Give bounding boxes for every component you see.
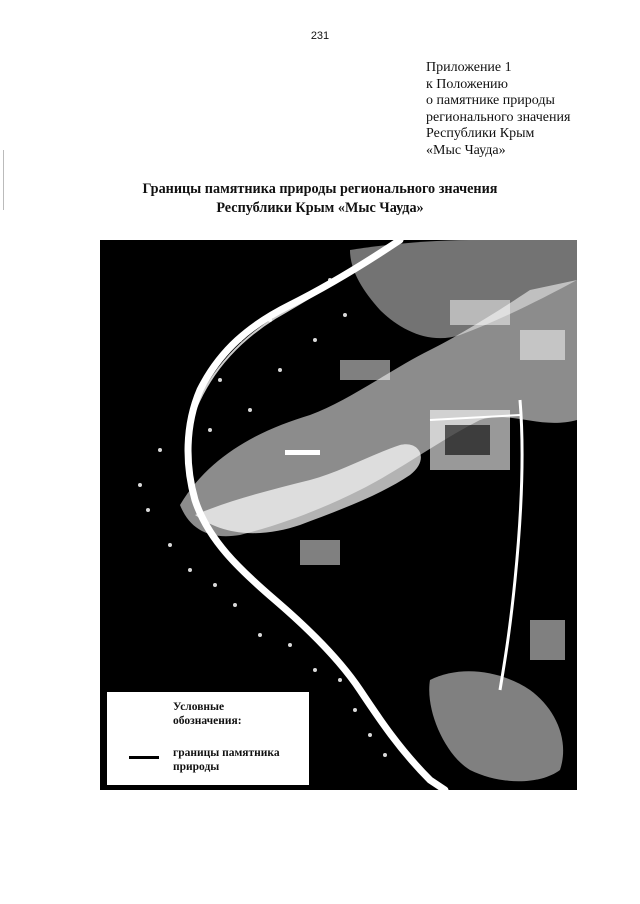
appendix-note [426,60,626,160]
speck [278,368,282,372]
speck [248,408,252,412]
speck [328,278,332,282]
appendix-line: к Положению [426,76,509,92]
legend-entry-line: природы [173,761,220,773]
page-number: 231 [310,30,330,42]
speck [338,678,342,682]
speck [268,318,272,322]
speck [218,378,222,382]
field [300,540,340,565]
speck [208,428,212,432]
speck [146,508,150,512]
speck [313,668,317,672]
speck [353,708,357,712]
document-title [0,180,640,218]
speck [288,643,292,647]
title-line: Границы памятника природы регионального значения [142,181,498,197]
legend-entry-label [173,746,280,774]
appendix-line: регионального значения [426,109,571,125]
appendix-line: Приложение 1 [426,60,512,75]
settlement [285,450,320,455]
field [450,300,510,325]
legend-title-line: обозначения: [173,715,242,727]
speck [188,568,192,572]
field [520,330,565,360]
speck [233,603,237,607]
legend-entry-line: границы памятника [173,747,280,759]
speck [258,633,262,637]
speck [213,583,217,587]
map-legend [107,692,309,785]
title-line: Республики Крым «Мыс Чауда» [216,200,424,216]
field [530,620,565,660]
speck [383,753,387,757]
speck [343,313,347,317]
speck [238,338,242,342]
legend-title [173,700,242,728]
speck [313,338,317,342]
speck [158,448,162,452]
speck [168,543,172,547]
speck [368,733,372,737]
settlement [445,425,490,455]
speck [138,483,142,487]
satellite-map [100,240,577,790]
field [340,360,390,380]
appendix-line: о памятнике природы [426,93,555,109]
appendix-line: Республики Крым [426,126,535,142]
legend-title-line: Условные [173,701,225,713]
appendix-line: «Мыс Чауда» [426,142,506,158]
speck [298,298,302,302]
boundary-line-swatch [129,756,159,759]
